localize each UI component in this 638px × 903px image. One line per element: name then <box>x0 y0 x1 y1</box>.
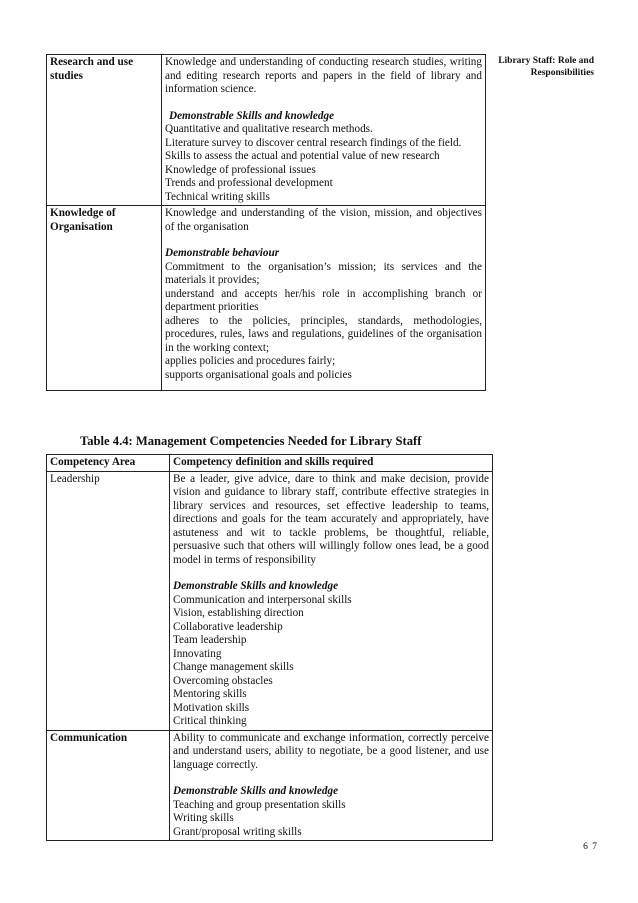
table-row <box>47 730 493 841</box>
list-item: Writing skills <box>173 812 234 824</box>
list-item: understand and accepts her/his role in accomplishing branch or department priorities <box>165 287 482 313</box>
list-item: adheres to the policies, principles, standards, methodologies, procedures, rules, laws and regulations, guidelines of the organisation in the working context; <box>165 314 482 354</box>
table-caption: Table 4.4: Management Competencies Needed for Library Staff <box>80 434 422 448</box>
page-number: 6 7 <box>583 842 598 852</box>
list-item: Trends and professional development <box>165 177 333 189</box>
list-item: Grant/proposal writing skills <box>173 825 302 838</box>
list-item: Overcoming obstacles <box>173 674 273 687</box>
list-item: applies policies and procedures fairly; <box>165 355 336 367</box>
skills-subheading: Demonstrable Skills and knowledge <box>173 580 339 592</box>
table-continued <box>46 54 486 391</box>
competency-area-cell: Communication <box>47 730 170 841</box>
list-item: Communication and interpersonal skills <box>173 593 352 606</box>
list-item: Critical thinking <box>173 715 247 727</box>
competency-area-cell: Knowledge of Organisation <box>47 206 162 391</box>
side-heading-line-2: Responsibilities <box>530 68 594 78</box>
list-item: Literature survey to discover central research findings of the field. <box>165 136 462 149</box>
list-item: Vision, establishing direction <box>173 607 304 619</box>
list-item: Motivation skills <box>173 701 250 714</box>
list-item: Collaborative leadership <box>173 620 283 633</box>
competency-definition-cell <box>170 471 493 730</box>
competency-area-cell: Research and use studies <box>47 55 162 206</box>
column-header-definition: Competency definition and skills required <box>170 455 493 472</box>
definition-text: Knowledge and understanding of conducting research studies, writing and editing research reports and papers in the field of library and information science. <box>165 56 482 95</box>
list-item: Team leadership <box>173 634 247 646</box>
list-item: Knowledge of professional issues <box>165 163 316 176</box>
behaviour-subheading: Demonstrable behaviour <box>165 247 280 259</box>
side-heading-line-1: Library Staff: Role and <box>498 56 594 66</box>
list-item: Technical writing skills <box>165 190 270 203</box>
list-item: Skills to assess the actual and potential value of new research <box>165 150 440 162</box>
definition-text: Knowledge and understanding of the vision, mission, and objectives of the organisation <box>165 207 482 233</box>
competency-definition-cell <box>162 55 486 206</box>
competency-definition-cell <box>162 206 486 391</box>
competency-area-cell: Leadership <box>47 471 170 730</box>
column-header-competency-area: Competency Area <box>47 455 170 472</box>
list-item: supports organisational goals and policies <box>165 368 352 381</box>
list-item: Quantitative and qualitative research methods. <box>165 123 373 135</box>
competency-definition-cell <box>170 730 493 841</box>
table-row <box>47 55 486 206</box>
list-item: Teaching and group presentation skills <box>173 798 346 811</box>
list-item: Mentoring skills <box>173 688 247 700</box>
table-header-row <box>47 455 493 472</box>
skills-subheading: Demonstrable Skills and knowledge <box>169 109 335 122</box>
table-row <box>47 471 493 730</box>
management-competencies-table <box>46 454 493 841</box>
definition-text: Be a leader, give advice, dare to think and make decision, provide vision and guidance to library staff, contribute effective strategies in library services and resources, set effective leadership to teams, directions and goals for the team accurately and appropriately, have astuteness and wit to tackle problems, be thoughtful, reliable, persuasive such that others will willingly follow ones lead, be a good model in terms of responsibility <box>173 472 489 566</box>
skills-subheading: Demonstrable Skills and knowledge <box>173 785 339 797</box>
list-item: Change management skills <box>173 661 294 673</box>
table-row <box>47 206 486 391</box>
list-item: Innovating <box>173 647 222 660</box>
definition-text: Ability to communicate and exchange information, correctly perceive and understand users, ability to negotiate, be a good listener, and use language correctly. <box>173 731 489 771</box>
list-item: Commitment to the organisation’s mission; its services and the materials it provides; <box>165 260 482 286</box>
